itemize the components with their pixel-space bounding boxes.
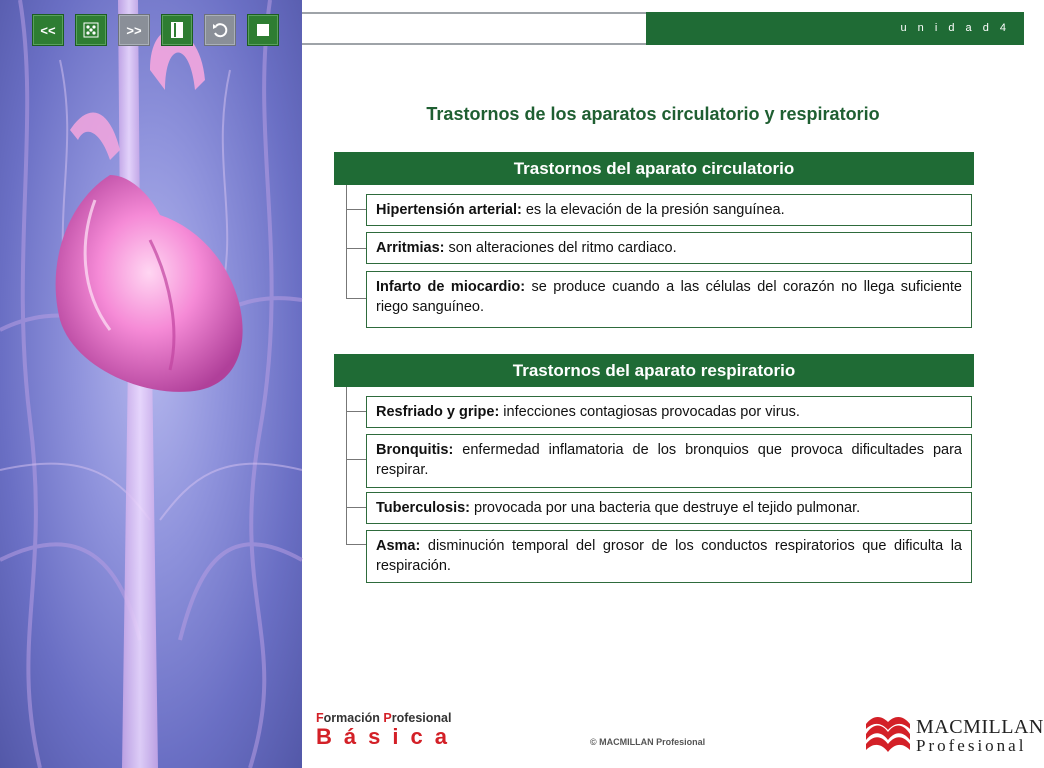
book-button[interactable] (161, 14, 193, 46)
back-button[interactable] (204, 14, 236, 46)
item-term: Resfriado y gripe: (376, 404, 500, 420)
heart-vessels-image (0, 0, 302, 768)
next-page-button[interactable] (118, 14, 150, 46)
item-term: Tuberculosis: (376, 500, 470, 516)
tree-branch (346, 209, 366, 210)
fp-logo-line1: Formación Profesional (316, 711, 452, 725)
copyright-text: © MACMILLAN Profesional (590, 737, 706, 747)
dice-icon (83, 22, 99, 38)
item-term: Asma: (376, 538, 421, 554)
tree-branch (346, 298, 366, 299)
page-title: Trastornos de los aparatos circulatorio y respiratorio (426, 104, 880, 124)
tree-branch (346, 544, 366, 545)
tree-connector (346, 185, 347, 299)
tree-branch (346, 507, 366, 508)
unit-label: u n i d a d 4 (900, 22, 1010, 34)
list-item (366, 232, 972, 264)
fp-logo-line2: Básica (316, 724, 459, 749)
section-title: Trastornos del aparato circulatorio (513, 158, 795, 178)
undo-arrow-icon (211, 21, 229, 39)
list-item (366, 492, 972, 524)
item-term: Arritmias: (376, 240, 445, 256)
stop-button[interactable] (247, 14, 279, 46)
brand-subtitle: Profesional (916, 735, 1027, 755)
item-term: Infarto de miocardio: (376, 279, 526, 295)
item-text: se produce cuando a las células del corazón no llega suficiente riego sanguíneo. (376, 279, 962, 315)
index-button[interactable] (75, 14, 107, 46)
book-icon (169, 21, 185, 39)
macmillan-logo (864, 716, 1044, 754)
section-header-respiratorio (334, 354, 974, 387)
fp-basica-logo (316, 711, 459, 750)
navigation-toolbar (32, 14, 279, 46)
item-text: infecciones contagiosas provocadas por virus. (499, 404, 800, 420)
tree-branch (346, 411, 366, 412)
list-item (366, 271, 972, 328)
first-page-button[interactable] (32, 14, 64, 46)
anatomy-illustration (0, 0, 302, 768)
list-item (366, 530, 972, 583)
section-header-circulatorio (334, 152, 974, 185)
item-text: son alteraciones del ritmo cardiaco. (444, 240, 677, 256)
brand-name: MACMILLAN (916, 715, 1044, 738)
list-item (366, 396, 972, 428)
section-title: Trastornos del aparato respiratorio (512, 360, 796, 380)
list-item (366, 434, 972, 488)
header-bar-left (302, 12, 646, 45)
list-item (366, 194, 972, 226)
double-right-arrow-icon: >> (126, 22, 142, 38)
item-text: provocada por una bacteria que destruye el tejido pulmonar. (470, 500, 861, 516)
double-left-arrow-icon: << (40, 22, 56, 38)
tree-branch (346, 248, 366, 249)
item-text: es la elevación de la presión sanguínea. (521, 202, 785, 218)
macmillan-emblem-icon (864, 716, 912, 754)
item-term: Hipertensión arterial: (376, 202, 522, 218)
item-text: disminución temporal del grosor de los conductos respiratorios que dificulta la respiración. (376, 538, 962, 574)
tree-branch (346, 459, 366, 460)
stop-square-icon (256, 23, 270, 37)
header-bar-right (646, 12, 1024, 45)
item-term: Bronquitis: (376, 442, 454, 458)
item-text: enfermedad inflamatoria de los bronquios que provoca dificultades para respirar. (376, 442, 962, 478)
